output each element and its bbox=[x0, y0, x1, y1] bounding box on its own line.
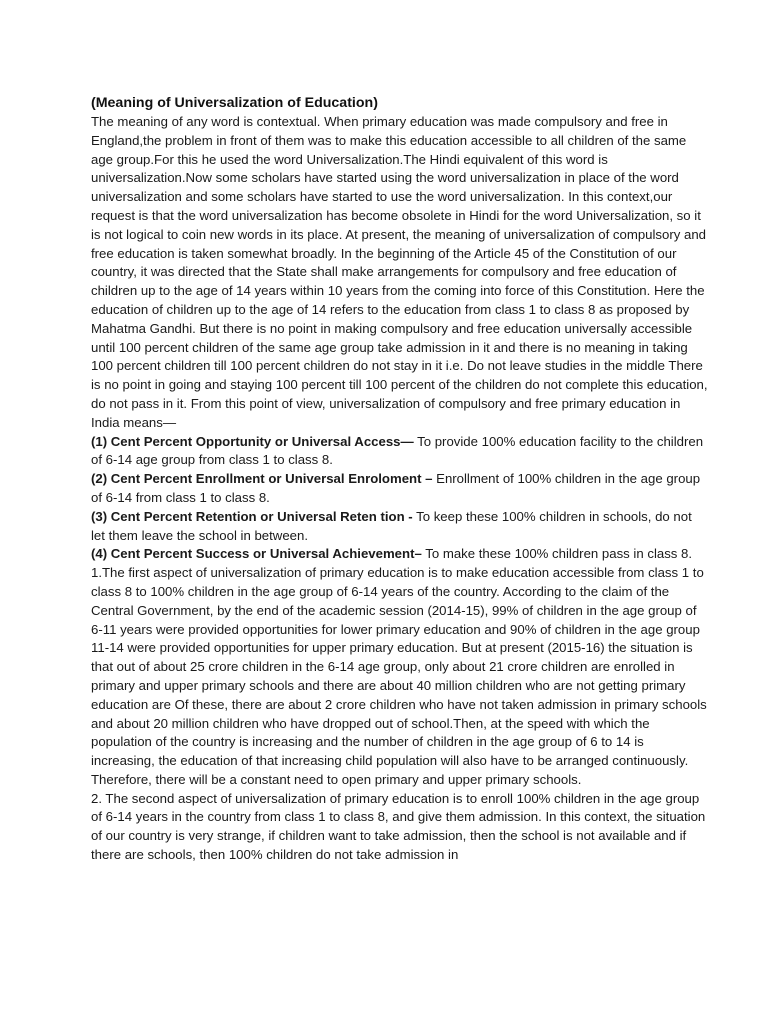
aspect-one-paragraph: 1.The first aspect of universalization of primary education is to make education accessible from class 1 to class 8 to 100% children in the age group of 6-14 years of the country. According to the claim of the Central Government, by the end of the academic session (2014-15), 99% of children in the age group of 6-11 years were provided opportunities for lower primary education and 90% of children in the age group 11-14 were provided opportunities for upper primary education. But at present (2015-16) the situation is that out of about 25 crore children in the 6-14 age group, only about 21 crore children are enrolled in primary and upper primary schools and there are about 40 million children who are not getting primary education are Of these, there are about 2 crore children who have not taken admission in primary schools and about 20 million children who have dropped out of school.Then, at the speed with which the population of the country is increasing and the number of children in the age group of 6 to 14 is increasing, the education of that increasing child population will also have to be arranged continuously. Therefore, there will be a constant need to open primary and upper primary schools. bbox=[91, 565, 707, 787]
list-item-text: To provide 100% education facility to the children of 6-14 age group from class 1 to class 8. bbox=[91, 433, 704, 468]
list-item-heading: (4) Cent Percent Success or Universal Achievement– bbox=[91, 546, 422, 562]
list-item-text: To keep these 100% children in schools, do not let them leave the school in between. bbox=[91, 508, 692, 543]
intro-paragraph: The meaning of any word is contextual. When primary education was made compulsory and free in England,the problem in front of them was to make this education accessible to all children of the same age group.For this he used the word Universalization.The Hindi equivalent of this word is universalization.Now some scholars have started using the word universalization in place of the word universalization and some scholars have started to use the word universalization. In this context,our request is that the word universalization has become obsolete in Hindi for the word Universalization, so it is not logical to coin new words in its place. At present, the meaning of universalization of compulsory and free education is taken somewhat broadly. In the beginning of the Article 45 of the Constitution of our country, it was directed that the State shall make arrangements for compulsory and free education of children up to the age of 14 years within 10 years from the coming into force of this Constitution. Here the education of children up to the age of 14 refers to the education from class 1 to class 8 as proposed by Mahatma Gandhi. But there is no point in making compulsory and free education universally accessible until 100 percent children of the same age group take admission in it and there is no meaning in taking 100 percent children till 100 percent children do not stay in it i.e. Do not leave studies in the middle There is no point in going and staying 100 percent till 100 percent of the children do not complete this education, do not pass in it. From this point of view, universalization of compulsory and free primary education in India means— bbox=[91, 114, 708, 430]
list-item-heading: (1) Cent Percent Opportunity or Universal Access— bbox=[91, 433, 414, 449]
list-item-text: Enrollment of 100% children in the age group of 6-14 from class 1 to class 8. bbox=[91, 471, 701, 505]
document-title: (Meaning of Universalization of Education) bbox=[91, 95, 378, 111]
list-item-heading: (2) Cent Percent Enrollment or Universal Enroloment – bbox=[91, 471, 433, 487]
aspect-two-paragraph: 2. The second aspect of universalization of primary education is to enroll 100% children in the age group of 6-14 years in the country from class 1 to class 8, and give them admission. In this context, the situation of our country is very strange, if children want to take admission, then the school is not available and if there are schools, then 100% children do not take admission in bbox=[91, 790, 706, 863]
list-item bbox=[91, 508, 708, 546]
list-item-heading: (3) Cent Percent Retention or Universal Reten tion - bbox=[91, 508, 413, 524]
list-item-text: To make these 100% children pass in class 8. bbox=[421, 546, 693, 562]
list-item bbox=[91, 545, 708, 564]
list-item bbox=[91, 433, 708, 471]
list-item bbox=[91, 470, 708, 508]
